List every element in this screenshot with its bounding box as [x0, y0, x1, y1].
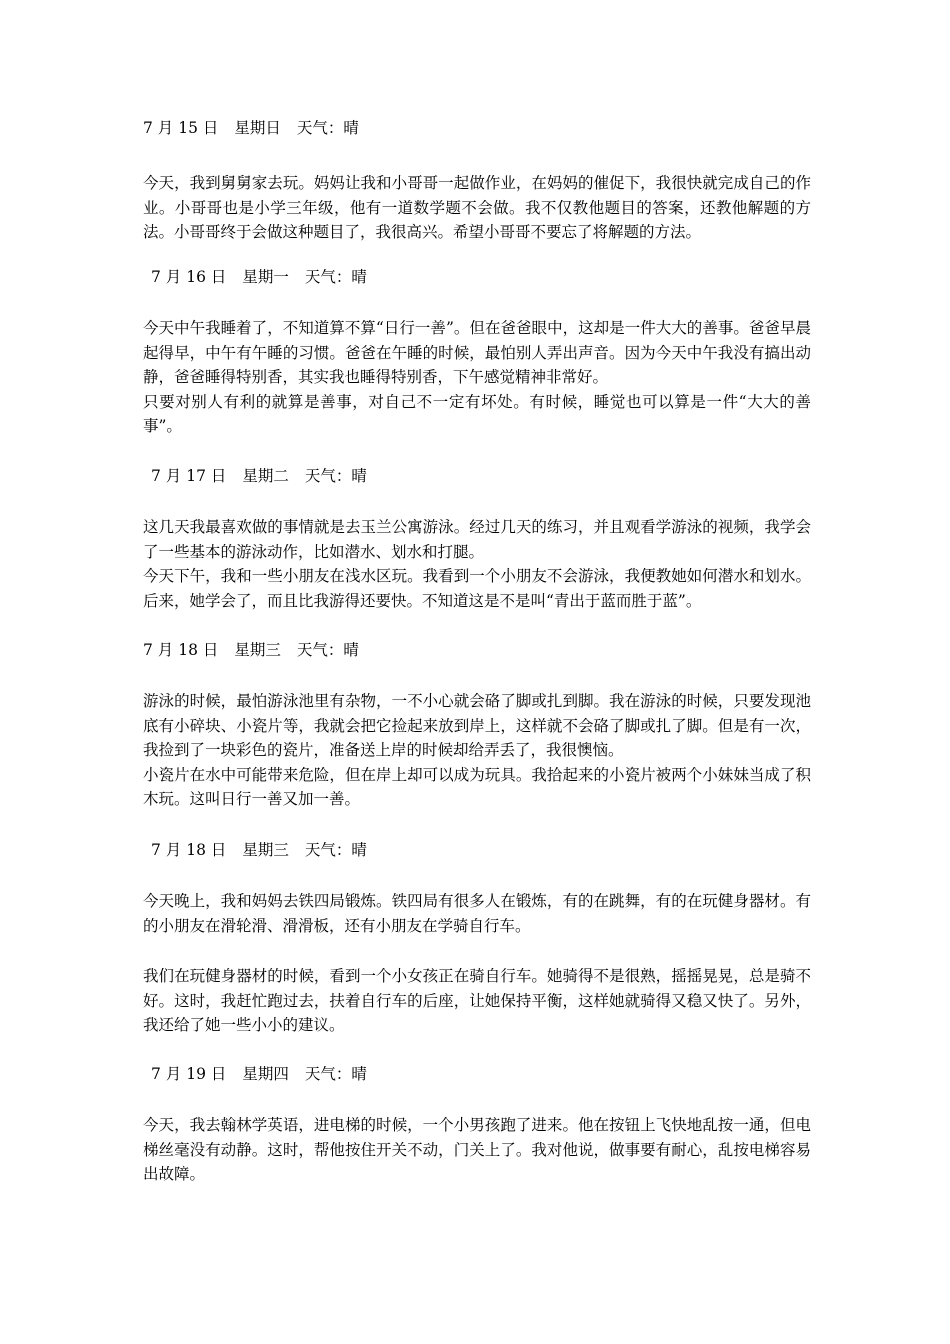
entry-paragraph: 我们在玩健身器材的时候，看到一个小女孩正在骑自行车。她骑得不是很熟，摇摇晃晃，总是骑不好。这时，我赶忙跑过去，扶着自行车的后座，让她保持平衡，这样她就骑得又稳又快了。另外，我还给了她一些小小的建议。 [143, 967, 811, 1034]
entry-paragraph: 今天，我到舅舅家去玩。妈妈让我和小哥哥一起做作业，在妈妈的催促下，我很快就完成自己的作业。小哥哥也是小学三年级，他有一道数学题不会做。我不仅教他题目的答案，还教他解题的方法。小哥哥终于会做这种题目了，我很高兴。希望小哥哥不要忘了将解题的方法。 [143, 174, 811, 241]
entry-weekday: 星期三 [234, 641, 281, 659]
entry-weather: 天气：晴 [304, 841, 367, 859]
entry-weekday: 星期二 [242, 467, 289, 485]
entry-header [143, 464, 811, 488]
entry-weather: 天气：晴 [304, 268, 367, 286]
entry-weather: 天气：晴 [304, 467, 367, 485]
entry-paragraph: 这几天我最喜欢做的事情就是去玉兰公寓游泳。经过几天的练习，并且观看学游泳的视频，我学会了一些基本的游泳动作，比如潜水、划水和打腿。 [143, 518, 811, 561]
diary-entry [143, 638, 811, 812]
diary-entry [143, 464, 811, 613]
entry-date: 7 月 18 日 [143, 641, 219, 659]
entry-header [143, 638, 811, 662]
entry-date: 7 月 19 日 [151, 1065, 227, 1083]
entry-header [143, 265, 811, 289]
entry-date: 7 月 16 日 [151, 268, 227, 286]
entry-paragraph: 今天晚上，我和妈妈去铁四局锻炼。铁四局有很多人在锻炼，有的在跳舞，有的在玩健身器材。有的小朋友在滑轮滑、滑滑板，还有小朋友在学骑自行车。 [143, 892, 811, 935]
diary-entry [143, 116, 811, 245]
entry-header [143, 116, 811, 140]
entry-paragraph: 只要对别人有利的就算是善事，对自己不一定有坏处。有时候，睡觉也可以算是一件“大大的善事”。 [143, 392, 811, 435]
entry-header [143, 838, 811, 862]
entry-paragraph: 今天，我去翰林学英语，进电梯的时候，一个小男孩跑了进来。他在按钮上飞快地乱按一通，但电梯丝毫没有动静。这时，帮他按住开关不动，门关上了。我对他说，做事要有耐心，乱按电梯容易出故障。 [143, 1116, 811, 1183]
entry-date: 7 月 15 日 [143, 119, 219, 137]
entry-weather: 天气：晴 [296, 119, 359, 137]
entry-paragraph: 今天下午，我和一些小朋友在浅水区玩。我看到一个小朋友不会游泳，我便教她如何潜水和划水。后来，她学会了，而且比我游得还要快。不知道这是不是叫“青出于蓝而胜于蓝”。 [143, 567, 811, 610]
entry-date: 7 月 17 日 [151, 467, 227, 485]
entry-paragraph: 今天中午我睡着了，不知道算不算“日行一善”。但在爸爸眼中，这却是一件大大的善事。爸爸早晨起得早，中午有午睡的习惯。爸爸在午睡的时候，最怕别人弄出声音。因为今天中午我没有搞出动静，爸爸睡得特别香，其实我也睡得特别香，下午感觉精神非常好。 [143, 319, 811, 386]
entry-paragraph: 游泳的时候，最怕游泳池里有杂物，一不小心就会硌了脚或扎到脚。我在游泳的时候，只要发现池底有小碎块、小瓷片等，我就会把它捡起来放到岸上，这样就不会硌了脚或扎了脚。但是有一次，我捡到了一块彩色的瓷片，准备送上岸的时候却给弄丢了，我很懊恼。 [143, 692, 811, 759]
entry-weather: 天气：晴 [304, 1065, 367, 1083]
entry-weekday: 星期三 [242, 841, 289, 859]
entry-weekday: 星期四 [242, 1065, 289, 1083]
entry-date: 7 月 18 日 [151, 841, 227, 859]
entry-header [143, 1062, 811, 1086]
diary-entry [143, 1062, 811, 1187]
diary-entry [143, 265, 811, 439]
entry-weekday: 星期一 [242, 268, 289, 286]
entry-weekday: 星期日 [234, 119, 281, 137]
entry-weather: 天气：晴 [296, 641, 359, 659]
diary-entry [143, 838, 811, 1038]
entry-paragraph: 小瓷片在水中可能带来危险，但在岸上却可以成为玩具。我拾起来的小瓷片被两个小妹妹当成了积木玩。这叫日行一善又加一善。 [143, 765, 811, 808]
